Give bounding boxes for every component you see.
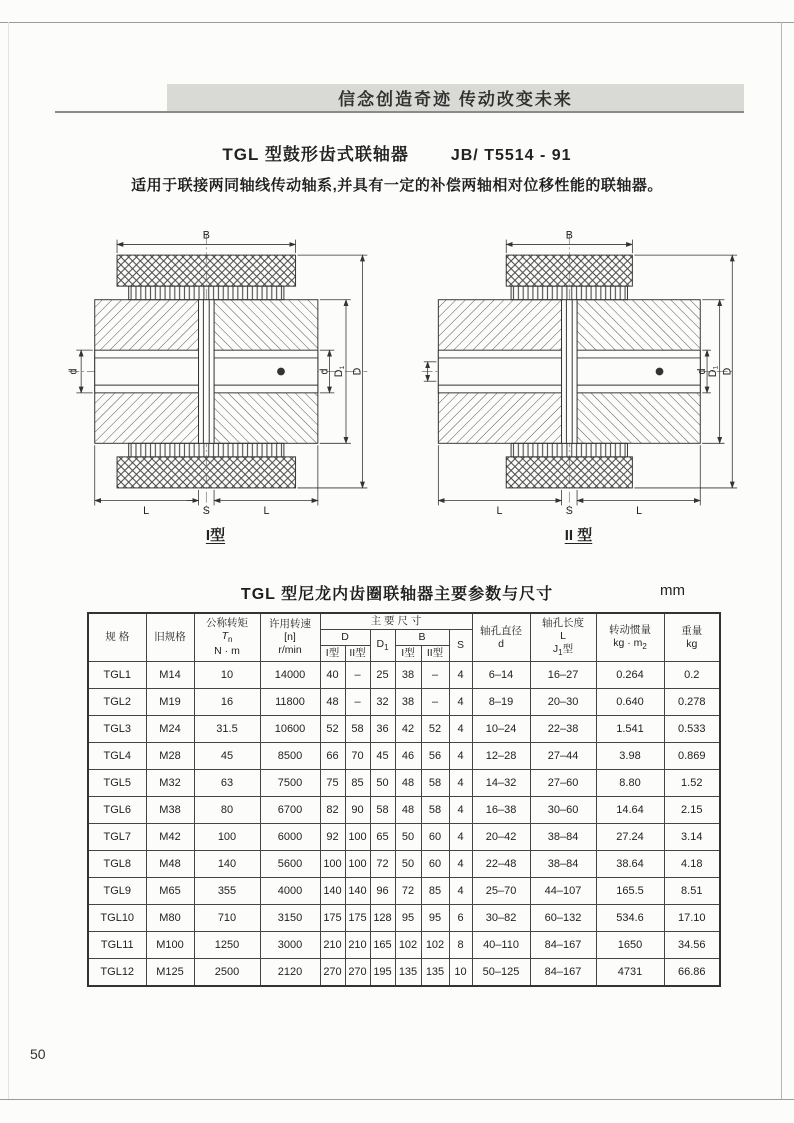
table-cell: 0.264 (596, 662, 664, 689)
table-cell: 355 (194, 878, 260, 905)
table-unit: mm (660, 582, 685, 599)
page-title: TGL 型鼓形齿式联轴器 (222, 145, 409, 164)
table-cell: 1.52 (664, 770, 720, 797)
dim-label-L1: L (142, 505, 149, 518)
dim-label-S: S (202, 505, 210, 518)
table-cell: 14000 (260, 662, 320, 689)
table-cell: 0.640 (596, 689, 664, 716)
table-cell: 16 (194, 689, 260, 716)
table-cell: M125 (146, 959, 194, 986)
figure-type1 (43, 226, 388, 545)
table-cell: 270 (345, 959, 370, 986)
dim-label-d: d (695, 368, 708, 375)
table-cell: 12–28 (472, 743, 530, 770)
table-cell: 60 (421, 824, 449, 851)
table-cell: 84–167 (530, 959, 596, 986)
table-cell: M48 (146, 851, 194, 878)
table-cell: 45 (370, 743, 395, 770)
table-cell: 58 (345, 716, 370, 743)
table-cell: 70 (345, 743, 370, 770)
params-table-wrap (87, 612, 721, 987)
table-cell: M80 (146, 905, 194, 932)
table-cell: 0.533 (664, 716, 720, 743)
table-cell: 44–107 (530, 878, 596, 905)
col-header-spec: 规 格 (88, 613, 146, 662)
table-cell: 82 (320, 797, 345, 824)
table-cell: 1650 (596, 932, 664, 959)
table-row (88, 851, 720, 878)
table-row (88, 905, 720, 932)
standard-number: JB/ T5514 - 91 (450, 147, 572, 164)
table-cell: 72 (395, 878, 421, 905)
table-cell: 60 (421, 851, 449, 878)
col-header-bore-len: 轴孔长度 L $J_1$型 (530, 613, 596, 662)
table-cell: TGL1 (88, 662, 146, 689)
table-cell: 8.51 (664, 878, 720, 905)
table-cell: 46 (395, 743, 421, 770)
table-row (88, 743, 720, 770)
table-cell: TGL12 (88, 959, 146, 986)
table-cell: TGL3 (88, 716, 146, 743)
slogan-banner (167, 84, 744, 111)
table-cell: M19 (146, 689, 194, 716)
dim-label-B: B (565, 229, 573, 242)
table-cell: M100 (146, 932, 194, 959)
table-cell: M42 (146, 824, 194, 851)
table-cell: 52 (320, 716, 345, 743)
table-cell: 3150 (260, 905, 320, 932)
table-cell: M14 (146, 662, 194, 689)
table-row (88, 932, 720, 959)
table-cell: 27–44 (530, 743, 596, 770)
table-cell: 22–48 (472, 851, 530, 878)
table-cell: 11800 (260, 689, 320, 716)
table-cell: 90 (345, 797, 370, 824)
table-cell: 4 (449, 689, 472, 716)
table-cell: 31.5 (194, 716, 260, 743)
table-cell: 48 (395, 797, 421, 824)
dim-label-B: B (202, 229, 210, 242)
table-cell: 42 (395, 716, 421, 743)
dim-label-L2: L (262, 505, 269, 518)
table-cell: 4 (449, 878, 472, 905)
table-cell: 0.278 (664, 689, 720, 716)
table-cell: 20–42 (472, 824, 530, 851)
table-body (88, 662, 720, 986)
table-cell: 4000 (260, 878, 320, 905)
table-cell: 100 (320, 851, 345, 878)
table-cell: 135 (395, 959, 421, 986)
table-cell: 6000 (260, 824, 320, 851)
table-cell: TGL5 (88, 770, 146, 797)
table-cell: 48 (395, 770, 421, 797)
col-header-D-type1: I型 (320, 646, 345, 662)
table-cell: 6–14 (472, 662, 530, 689)
page-frame-top (0, 22, 794, 23)
table-cell: 38 (395, 689, 421, 716)
page-frame-bottom (0, 1099, 794, 1100)
table-cell: 210 (320, 932, 345, 959)
table-cell: 66.86 (664, 959, 720, 986)
table-cell: 27–60 (530, 770, 596, 797)
table-cell: 40–110 (472, 932, 530, 959)
table-cell: 2.15 (664, 797, 720, 824)
table-cell: 140 (320, 878, 345, 905)
table-cell: TGL4 (88, 743, 146, 770)
table-row (88, 689, 720, 716)
table-cell: 4 (449, 824, 472, 851)
table-cell: 8.80 (596, 770, 664, 797)
table-cell: 195 (370, 959, 395, 986)
table-cell: 38 (395, 662, 421, 689)
dim-label-S: S (565, 505, 573, 518)
table-cell: 25–70 (472, 878, 530, 905)
table-cell: 135 (421, 959, 449, 986)
table-cell: 0.2 (664, 662, 720, 689)
table-cell: 140 (345, 878, 370, 905)
table-cell: 30–60 (530, 797, 596, 824)
table-cell: 140 (194, 851, 260, 878)
table-cell: 16–27 (530, 662, 596, 689)
figures-row (0, 226, 794, 545)
table-cell: 60–132 (530, 905, 596, 932)
dim-label-D: D (351, 367, 364, 376)
table-cell: 1250 (194, 932, 260, 959)
table-cell: 14–32 (472, 770, 530, 797)
col-header-D-type2: II型 (345, 646, 370, 662)
table-row (88, 797, 720, 824)
table-cell: 27.24 (596, 824, 664, 851)
table-cell: M28 (146, 743, 194, 770)
table-cell: 0.869 (664, 743, 720, 770)
table-cell: 32 (370, 689, 395, 716)
table-cell: 72 (370, 851, 395, 878)
col-header-D: D (320, 630, 370, 646)
table-row (88, 770, 720, 797)
table-cell: – (421, 662, 449, 689)
table-cell: TGL10 (88, 905, 146, 932)
table-cell: 58 (421, 770, 449, 797)
table-cell: 175 (345, 905, 370, 932)
table-cell: 50 (395, 851, 421, 878)
table-cell: 92 (320, 824, 345, 851)
table-cell: 8500 (260, 743, 320, 770)
table-cell: 4 (449, 716, 472, 743)
table-cell: 4731 (596, 959, 664, 986)
table-cell: 8–19 (472, 689, 530, 716)
col-header-bore-dia: 轴孔直径 d (472, 613, 530, 662)
table-cell: TGL8 (88, 851, 146, 878)
table-cell: 210 (345, 932, 370, 959)
dim-label-D1: D1 (706, 365, 720, 378)
table-cell: 56 (421, 743, 449, 770)
table-cell: 30–82 (472, 905, 530, 932)
figure-type2 (406, 226, 751, 545)
table-cell: 75 (320, 770, 345, 797)
table-cell: 102 (421, 932, 449, 959)
table-cell: 34.56 (664, 932, 720, 959)
params-table (87, 612, 721, 987)
table-cell: 2120 (260, 959, 320, 986)
table-cell: 10600 (260, 716, 320, 743)
table-cell: 4 (449, 797, 472, 824)
dim-label-d-left: d (66, 368, 79, 375)
col-header-old-spec: 旧规格 (146, 613, 194, 662)
table-cell: 85 (345, 770, 370, 797)
table-cell: 58 (370, 797, 395, 824)
slogan-text: 信念创造奇迹 传动改变未来 (338, 90, 573, 109)
table-cell: 10–24 (472, 716, 530, 743)
table-cell: 165.5 (596, 878, 664, 905)
dim-label-L2: L (635, 505, 642, 518)
table-cell: 4 (449, 770, 472, 797)
col-header-weight: 重量 kg (664, 613, 720, 662)
table-cell: 710 (194, 905, 260, 932)
table-cell: 4 (449, 662, 472, 689)
table-cell: TGL9 (88, 878, 146, 905)
table-cell: 3.14 (664, 824, 720, 851)
table-cell: 3000 (260, 932, 320, 959)
type1-drawing (51, 226, 381, 518)
table-title-row (0, 581, 794, 601)
table-cell: 96 (370, 878, 395, 905)
table-row (88, 716, 720, 743)
table-cell: 1.541 (596, 716, 664, 743)
table-cell: 38–84 (530, 824, 596, 851)
table-cell: 3.98 (596, 743, 664, 770)
dim-label-D: D (720, 367, 733, 376)
table-cell: 8 (449, 932, 472, 959)
title-row (0, 140, 794, 165)
table-cell: 6700 (260, 797, 320, 824)
table-cell: 50 (395, 824, 421, 851)
type2-drawing (414, 226, 744, 518)
table-cell: 84–167 (530, 932, 596, 959)
col-header-torque: 公称转矩 $T_n$ N · m (194, 613, 260, 662)
table-row (88, 878, 720, 905)
table-cell: TGL2 (88, 689, 146, 716)
banner-underline (55, 111, 744, 113)
dim-label-D1: D1 (332, 365, 346, 378)
table-cell: 48 (320, 689, 345, 716)
table-row (88, 824, 720, 851)
table-cell: 95 (421, 905, 449, 932)
table-cell: 4 (449, 851, 472, 878)
col-header-B-type1: I型 (395, 646, 421, 662)
table-cell: – (345, 662, 370, 689)
table-cell: 17.10 (664, 905, 720, 932)
table-cell: 10 (449, 959, 472, 986)
table-cell: 6 (449, 905, 472, 932)
description-text: 适用于联接两同轴线传动轴系,并具有一定的补偿两轴相对位移性能的联轴器。 (131, 177, 663, 194)
dim-label-d-right: d (318, 368, 331, 375)
col-header-S: S (449, 630, 472, 662)
col-header-D1: $D_1$ (370, 630, 395, 662)
table-cell: 4 (449, 743, 472, 770)
table-cell: 7500 (260, 770, 320, 797)
table-cell: TGL7 (88, 824, 146, 851)
table-cell: 80 (194, 797, 260, 824)
table-cell: 100 (345, 851, 370, 878)
table-cell: 58 (421, 797, 449, 824)
table-cell: 38–84 (530, 851, 596, 878)
table-cell: 50–125 (472, 959, 530, 986)
table-cell: 20–30 (530, 689, 596, 716)
table-cell: 22–38 (530, 716, 596, 743)
table-cell: 175 (320, 905, 345, 932)
table-cell: 16–38 (472, 797, 530, 824)
table-cell: 52 (421, 716, 449, 743)
table-cell: 63 (194, 770, 260, 797)
col-header-B: B (395, 630, 449, 646)
table-cell: TGL11 (88, 932, 146, 959)
table-cell: M65 (146, 878, 194, 905)
table-cell: 95 (395, 905, 421, 932)
table-cell: 65 (370, 824, 395, 851)
table-cell: 4.18 (664, 851, 720, 878)
table-cell: 36 (370, 716, 395, 743)
col-header-speed: 许用转速 [n] r/min (260, 613, 320, 662)
table-cell: – (421, 689, 449, 716)
figure-type2-caption: II 型 (564, 527, 593, 544)
table-title: TGL 型尼龙内齿圈联轴器主要参数与尺寸 (240, 586, 554, 603)
table-cell: 10 (194, 662, 260, 689)
table-cell: 128 (370, 905, 395, 932)
table-cell: 102 (395, 932, 421, 959)
table-cell: 5600 (260, 851, 320, 878)
table-row (88, 662, 720, 689)
col-header-inertia: 转动惯量 kg · $m_2$ (596, 613, 664, 662)
table-cell: 45 (194, 743, 260, 770)
table-cell: 100 (345, 824, 370, 851)
table-cell: TGL6 (88, 797, 146, 824)
table-cell: 14.64 (596, 797, 664, 824)
table-cell: 25 (370, 662, 395, 689)
table-cell: 38.64 (596, 851, 664, 878)
table-cell: 2500 (194, 959, 260, 986)
table-cell: 270 (320, 959, 345, 986)
table-cell: M24 (146, 716, 194, 743)
table-row (88, 959, 720, 986)
col-header-B-type2: II型 (421, 646, 449, 662)
table-cell: 100 (194, 824, 260, 851)
table-cell: 66 (320, 743, 345, 770)
table-cell: 85 (421, 878, 449, 905)
table-cell: – (345, 689, 370, 716)
table-cell: 165 (370, 932, 395, 959)
page-number: 50 (30, 1046, 46, 1062)
table-cell: 40 (320, 662, 345, 689)
table-cell: M38 (146, 797, 194, 824)
figure-type1-caption: I型 (205, 527, 226, 544)
dim-label-L1: L (495, 505, 502, 518)
col-header-main-dims: 主 要 尺 寸 (320, 613, 472, 630)
table-cell: 534.6 (596, 905, 664, 932)
table-cell: 50 (370, 770, 395, 797)
table-cell: M32 (146, 770, 194, 797)
